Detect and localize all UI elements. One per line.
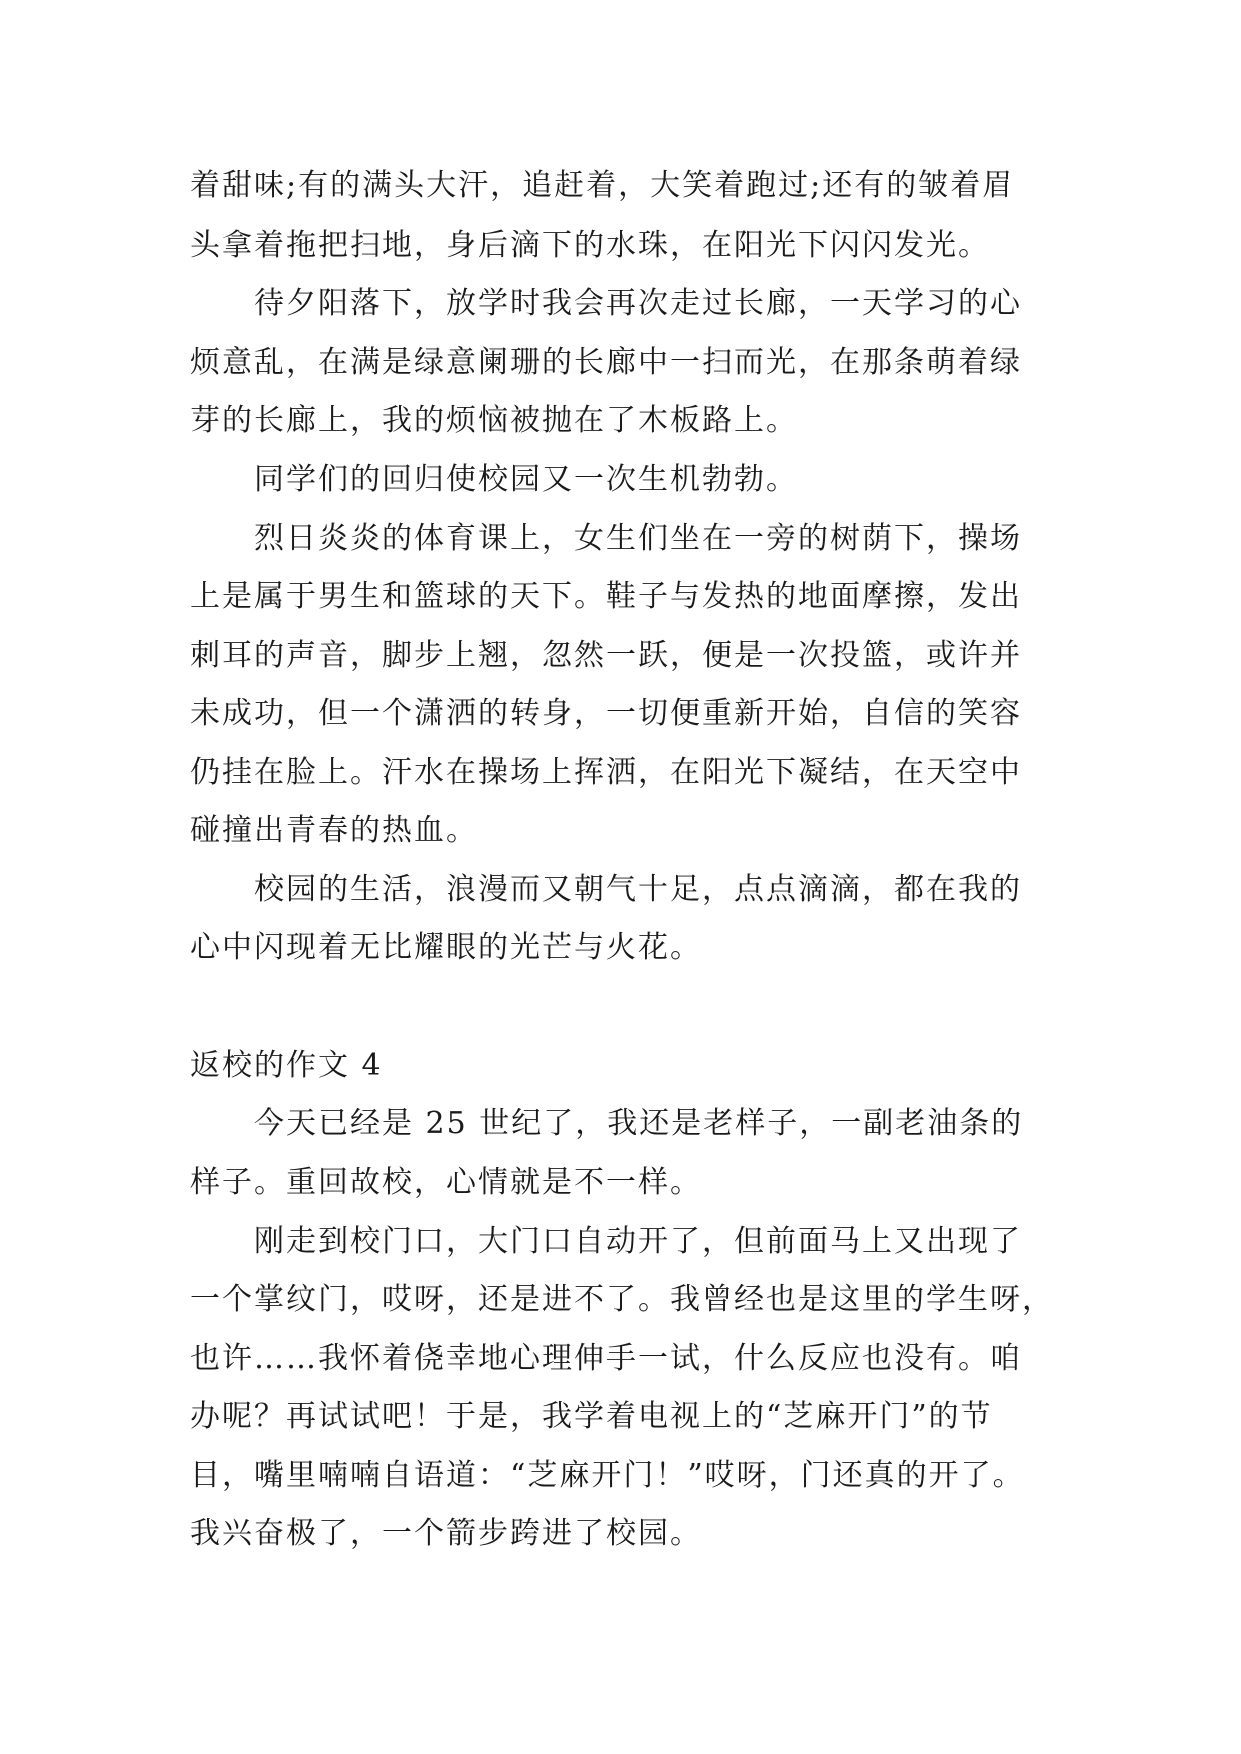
paragraph-start: 校园的生活，浪漫而又朝气十足，点点滴滴，都在我的 (254, 872, 1022, 907)
text-line: 头拿着拖把扫地，身后滴下的水珠，在阳光下闪闪发光。 (190, 228, 990, 263)
text-line: 一个掌纹门，哎呀，还是进不了。我曾经也是这里的学生呀， (190, 1282, 1054, 1317)
text-line: 目，嘴里喃喃自语道：“芝麻开门！”哎呀，门还真的开了。 (190, 1458, 1025, 1493)
text-line: 样子。重回故校，心情就是不一样。 (190, 1165, 702, 1200)
text-line: 心中闪现着无比耀眼的光芒与火花。 (190, 930, 702, 965)
text-line: 刺耳的声音，脚步上翘，忽然一跃，便是一次投篮，或许并 (190, 638, 1022, 673)
text-line: 芽的长廊上，我的烦恼被抛在了木板路上。 (190, 403, 798, 438)
text-line: 也许……我怀着侥幸地心理伸手一试，什么反应也没有。咱 (190, 1341, 1022, 1376)
text-line: 未成功，但一个潇洒的转身，一切便重新开始，自信的笑容 (190, 696, 1022, 731)
paragraph-start: 今天已经是 25 世纪了，我还是老样子，一副老油条的 (254, 1106, 1024, 1141)
text-line: 着甜味;有的满头大汗，追赶着，大笑着跑过;还有的皱着眉 (190, 168, 1015, 203)
text-line: 烦意乱，在满是绿意阑珊的长廊中一扫而光，在那条萌着绿 (190, 345, 1022, 380)
text-line: 我兴奋极了，一个箭步跨进了校园。 (190, 1516, 702, 1551)
text-line: 办呢？再试试吧！于是，我学着电视上的“芝麻开门”的节 (190, 1399, 993, 1434)
paragraph-start: 烈日炎炎的体育课上，女生们坐在一旁的树荫下，操场 (254, 521, 1022, 556)
text-line: 仍挂在脸上。汗水在操场上挥洒，在阳光下凝结，在天空中 (190, 755, 1022, 790)
paragraph-start: 待夕阳落下，放学时我会再次走过长廊，一天学习的心 (254, 286, 1022, 321)
text-line: 碰撞出青春的热血。 (190, 813, 478, 848)
text-line: 上是属于男生和篮球的天下。鞋子与发热的地面摩擦，发出 (190, 579, 1022, 614)
paragraph-start: 刚走到校门口，大门口自动开了，但前面马上又出现了 (254, 1224, 1022, 1259)
paragraph-start: 同学们的回归使校园又一次生机勃勃。 (254, 462, 798, 497)
section-heading: 返校的作文 4 (190, 1048, 383, 1083)
